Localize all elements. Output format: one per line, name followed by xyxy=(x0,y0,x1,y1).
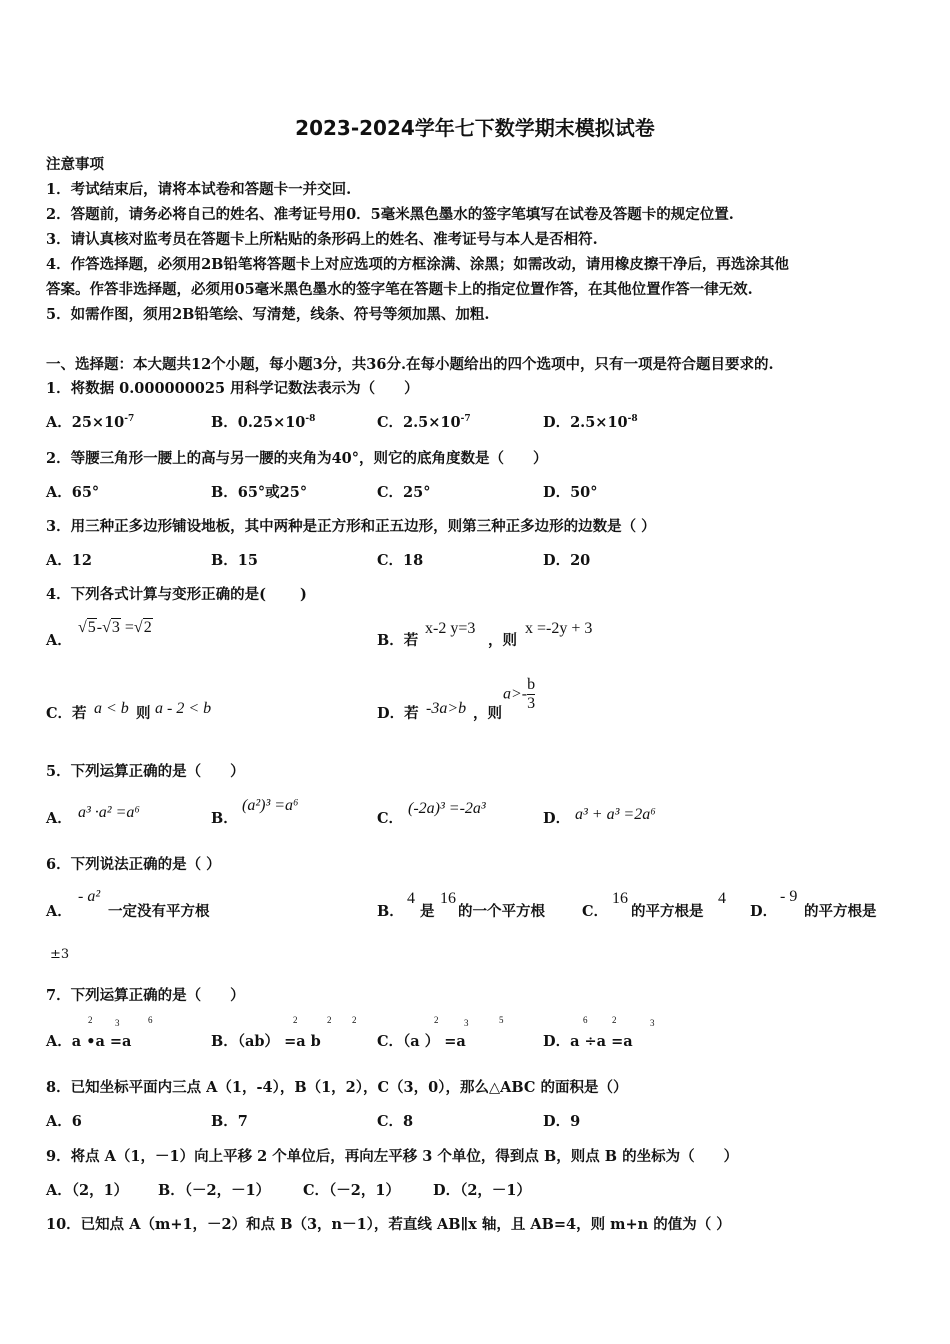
option-c-sup: 3 xyxy=(464,1018,469,1028)
option-d-expr: a³ + a³ =2a⁶ xyxy=(575,806,656,823)
option-d-num1: - 9 xyxy=(780,888,798,905)
notice-item: 4．作答选择题，必须用2B铅笔将答题卡上对应选项的方框涂满、涂黑；如需改动，请用橡皮擦干净后，再选涂其他 xyxy=(46,256,789,273)
option-b-result: x =-2y + 3 xyxy=(525,620,593,637)
question-stem: 1．将数据 0.000000025 用科学记数法表示为（ ） xyxy=(46,380,419,397)
option-d-label: D． xyxy=(750,903,778,920)
option-d-label: D．若 xyxy=(377,705,419,722)
option-d-then: ，则 xyxy=(473,705,502,722)
option-a: A．65° xyxy=(46,484,100,501)
option-b-sup: 2 xyxy=(327,1015,332,1025)
option-d: D．50° xyxy=(543,484,598,501)
option-c-then: 则 xyxy=(136,705,151,722)
option-c-label: C．若 xyxy=(46,705,87,722)
option-b: B．（ab） =a b xyxy=(211,1033,321,1050)
option-d-text1: 的平方根是 xyxy=(804,903,877,920)
option-d: D．（2，－1） xyxy=(433,1182,532,1199)
option-a: A．（2，1） xyxy=(46,1182,129,1199)
notice-item: 2．答题前，请务必将自己的姓名、准考证号用0．5毫米黑色墨水的签字笔填写在试卷及答题卡的规定位置. xyxy=(46,206,734,223)
option-b-num2: 16 xyxy=(440,890,456,907)
option-d-sup: 6 xyxy=(583,1015,588,1025)
option-a-expr: a³ ·a² =a⁶ xyxy=(78,804,140,821)
option-c: C．18 xyxy=(377,552,424,569)
option-a: A．6 xyxy=(46,1113,82,1130)
option-a-sup: 6 xyxy=(148,1015,153,1025)
question-stem: 10．已知点 A（m+1，－2）和点 B（3，n－1），若直线 AB∥x 轴，且 AB=4，则 m+n 的值为（ ） xyxy=(46,1216,731,1233)
option-b-then: ，则 xyxy=(488,632,517,649)
question-stem: 2．等腰三角形一腰上的高与另一腰的夹角为40°，则它的底角度数是（ ） xyxy=(46,450,548,467)
notice-item: 1．考试结束后，请将本试卷和答题卡一并交回. xyxy=(46,181,352,198)
option-a-sup: 3 xyxy=(115,1018,120,1028)
option-c-sup: 2 xyxy=(434,1015,439,1025)
option-d: D．9 xyxy=(543,1113,581,1130)
option-a-sup: 2 xyxy=(88,1015,93,1025)
option-d-sup: 2 xyxy=(612,1015,617,1025)
option-b-sup: 2 xyxy=(352,1015,357,1025)
notice-heading: 注意事项 xyxy=(46,156,104,173)
option-a: A．12 xyxy=(46,552,92,569)
question-stem: 9．将点 A（1，－1）向上平移 2 个单位后，再向左平移 3 个单位，得到点 B，则点 B 的坐标为（ ） xyxy=(46,1148,739,1165)
option-c-cond: a < b xyxy=(94,700,129,717)
option-a: A．$25\times 10^{-7}$ xyxy=(46,414,135,431)
option-d: D．a ÷a =a xyxy=(543,1033,633,1050)
option-b-expr: (a²)³ =a⁶ xyxy=(242,797,299,814)
option-b-label: B． xyxy=(377,903,404,920)
option-c: C．$2.5\times 10^{-7}$ xyxy=(377,414,471,431)
option-d-sup: 3 xyxy=(650,1018,655,1028)
option-c-num1: 16 xyxy=(612,890,628,907)
question-stem: 8．已知坐标平面内三点 A（1，-4），B（1，2），C（3，0），那么△ABC 的面积是（） xyxy=(46,1079,628,1096)
option-c-num2: 4 xyxy=(718,890,726,907)
option-b-cond: x-2 y=3 xyxy=(425,620,476,637)
option-d-cond: -3a>b xyxy=(426,700,467,717)
option-b: B．7 xyxy=(211,1113,248,1130)
option-b-sup: 2 xyxy=(293,1015,298,1025)
page-title: 2023-2024学年七下数学期末模拟试卷 xyxy=(295,116,655,140)
option-c-text1: 的平方根是 xyxy=(631,903,704,920)
question-stem: 4．下列各式计算与变形正确的是( ) xyxy=(46,586,307,603)
option-c-expr: (-2a)³ =-2a³ xyxy=(408,800,486,817)
notice-item: 3．请认真核对监考员在答题卡上所粘贴的条形码上的姓名、准考证号与本人是否相符. xyxy=(46,231,598,248)
option-a-text: 一定没有平方根 xyxy=(108,903,210,920)
option-b: B．65°或25° xyxy=(211,484,308,501)
option-b-text1: 是 xyxy=(420,903,435,920)
option-c: C．8 xyxy=(377,1113,414,1130)
option-b-label: B． xyxy=(211,810,238,827)
option-a-label: A． xyxy=(46,632,72,649)
option-d: D．$2.5\times 10^{-8}$ xyxy=(543,414,638,431)
option-b-num1: 4 xyxy=(407,890,415,907)
option-b: B．（－2，－1） xyxy=(158,1182,271,1199)
option-b: B．15 xyxy=(211,552,258,569)
notice-item: 5．如需作图，须用2B铅笔绘、写清楚，线条、符号等须加黑、加粗. xyxy=(46,306,490,323)
option-a-expr: √5-√3 =√2 xyxy=(78,619,152,636)
option-b-label: B．若 xyxy=(377,632,419,649)
question-stem: 7．下列运算正确的是（ ） xyxy=(46,987,245,1004)
option-c-sup: 5 xyxy=(499,1015,504,1025)
question-stem: 5．下列运算正确的是（ ） xyxy=(46,763,245,780)
option-d: D．20 xyxy=(543,552,591,569)
question-stem: 6．下列说法正确的是（ ） xyxy=(46,856,221,873)
option-d-label: D． xyxy=(543,810,571,827)
question-stem: 3．用三种正多边形铺设地板，其中两种是正方形和正五边形，则第三种正多边形的边数是（ ） xyxy=(46,518,656,535)
option-c: C．（－2，1） xyxy=(303,1182,400,1199)
option-a: A．a •a =a xyxy=(46,1033,132,1050)
option-a-expr: - a² xyxy=(78,888,101,905)
option-d-tail: ±3 xyxy=(50,947,70,962)
option-c-label: C． xyxy=(377,810,404,827)
option-c-result: a - 2 < b xyxy=(155,700,212,717)
option-c: C．（a ） =a xyxy=(377,1033,466,1050)
option-c-label: C． xyxy=(582,903,609,920)
option-a-label: A． xyxy=(46,903,72,920)
option-c: C．25° xyxy=(377,484,431,501)
section-heading: 一、选择题：本大题共12个小题，每小题3分，共36分.在每小题给出的四个选项中，只有一项是符合题目要求的. xyxy=(46,356,774,373)
option-b: B．$0.25\times 10^{-8}$ xyxy=(211,414,316,431)
option-d-result: a>- $\frac{b}{3}$ xyxy=(503,676,536,712)
option-b-text2: 的一个平方根 xyxy=(458,903,545,920)
option-a-label: A． xyxy=(46,810,72,827)
notice-item: 答案。作答非选择题，必须用05毫米黑色墨水的签字笔在答题卡上的指定位置作答，在其他位置作答一律无效. xyxy=(46,281,753,298)
